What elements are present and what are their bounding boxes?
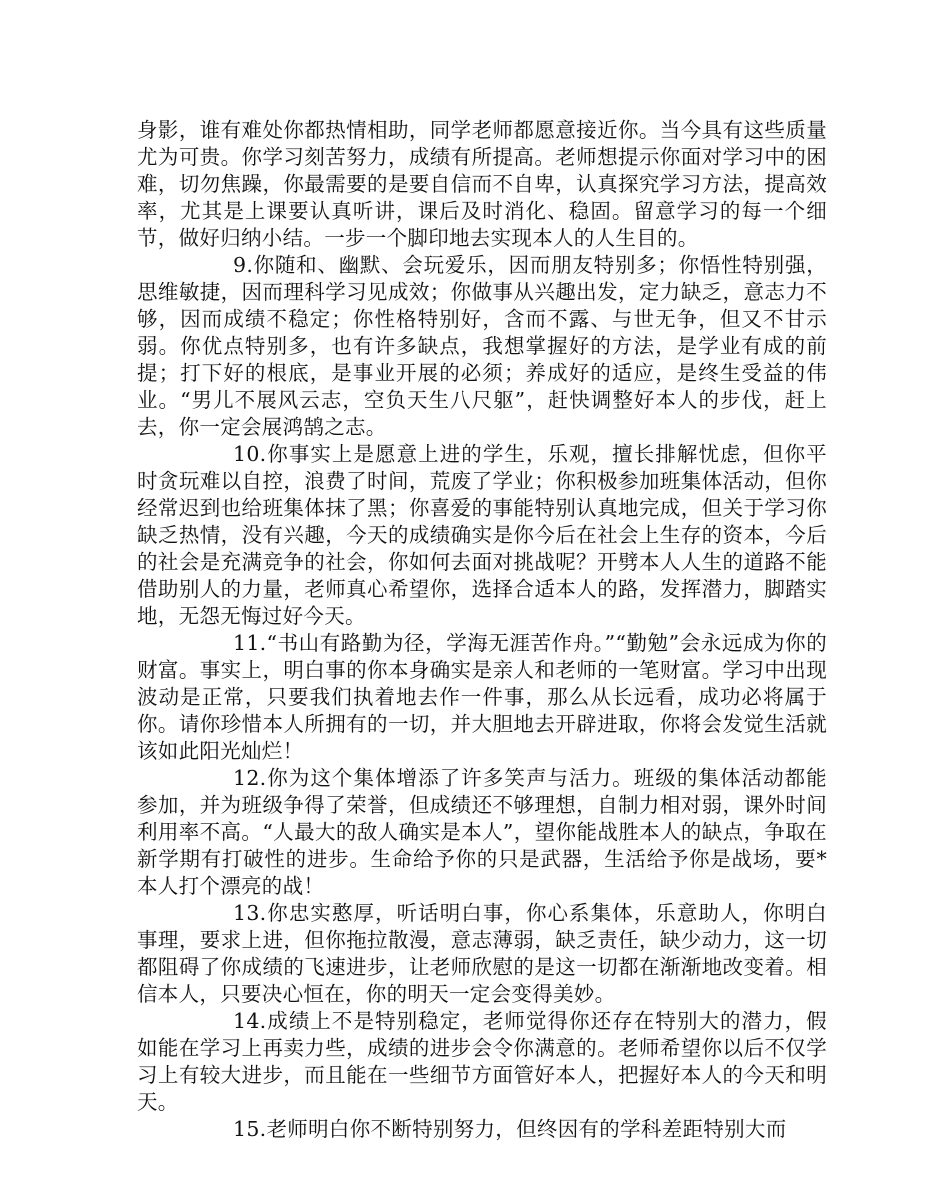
paragraph-item-15: 15.老师明白你不断特别努力，但终因有的学科差距特别大而 — [233, 1117, 787, 1141]
paragraph-item-10: 10.你事实上是愿意上进的学生，乐观，擅长排解忧虑，但你平时贪玩难以自控，浪费了时间，荒废了学业；你积极参加班集体活动，但你经常迟到也给班集体抹了黑；你喜爱的事能特别认真地完成，但关于学习你缺乏热情，没有兴趣，今天的成绩确实是你今后在社会上生存的资本，今后的社会是充满竞争的社会，你如何去面对挑战呢？开劈本人人生的道路不能借助别人的力量，老师真心希望你，选择合适本人的路，发挥潜力，脚踏实地，无怨无悔过好今天。 — [137, 442, 827, 628]
body-text — [137, 117, 827, 1143]
paragraph-item-9: 9.你随和、幽默、会玩爱乐，因而朋友特别多；你悟性特别强，思维敏捷，因而理科学习见成效；你做事从兴趣出发，定力缺乏，意志力不够，因而成绩不稳定；你性格特别好，含而不露、与世无争，但又不甘示弱。你优点特别多，也有许多缺点，我想掌握好的方法，是学业有成的前提；打下好的根底，是事业开展的必须；养成好的适应，是终生受益的伟业。“男儿不展风云志，空负天生八尺躯”，赶快调整好本人的步伐，赶上去，你一定会展鸿鹄之志。 — [137, 253, 827, 439]
paragraph-item-13: 13.你忠实憨厚，听话明白事，你心系集体，乐意助人，你明白事理，要求上进，但你拖拉散漫，意志薄弱，缺乏责任，缺少动力，这一切都阻碍了你成绩的飞速进步，让老师欣慰的是这一切都在渐渐地改变着。相信本人，只要决心恒在，你的明天一定会变得美妙。 — [137, 901, 827, 1006]
paragraph-item-11: 11.“书山有路勤为径，学海无涯苦作舟。”“勤勉”会永远成为你的财富。事实上，明白事的你本身确实是亲人和老师的一笔财富。学习中出现波动是正常，只要我们执着地去作一件事，那么从长远看，成功必将属于你。请你珍惜本人所拥有的一切，并大胆地去开辟进取，你将会发觉生活就该如此阳光灿烂！ — [137, 631, 827, 763]
paragraph-continuation: 身影，谁有难处你都热情相助，同学老师都愿意接近你。当今具有这些质量尤为可贵。你学习刻苦努力，成绩有所提高。老师想提示你面对学习中的困难，切勿焦躁，你最需要的是要自信而不自卑，认真探究学习方法，提高效率，尤其是上课要认真听讲，课后及时消化、稳固。留意学习的每一个细节，做好归纳小结。一步一个脚印地去实现本人的人生目的。 — [137, 118, 827, 250]
paragraph-item-12: 12.你为这个集体增添了许多笑声与活力。班级的集体活动都能参加，并为班级争得了荣誉，但成绩还不够理想，自制力相对弱，课外时间利用率不高。“人最大的敌人确实是本人”，望你能战胜本人的缺点，争取在新学期有打破性的进步。生命给予你的只是武器，生活给予你是战场，要*本人打个漂亮的战！ — [137, 766, 827, 898]
paragraph-item-14: 14.成绩上不是特别稳定，老师觉得你还存在特别大的潜力，假如能在学习上再卖力些，成绩的进步会令你满意的。老师希望你以后不仅学习上有较大进步，而且能在一些细节方面管好本人，把握好本人的今天和明天。 — [137, 1009, 827, 1114]
